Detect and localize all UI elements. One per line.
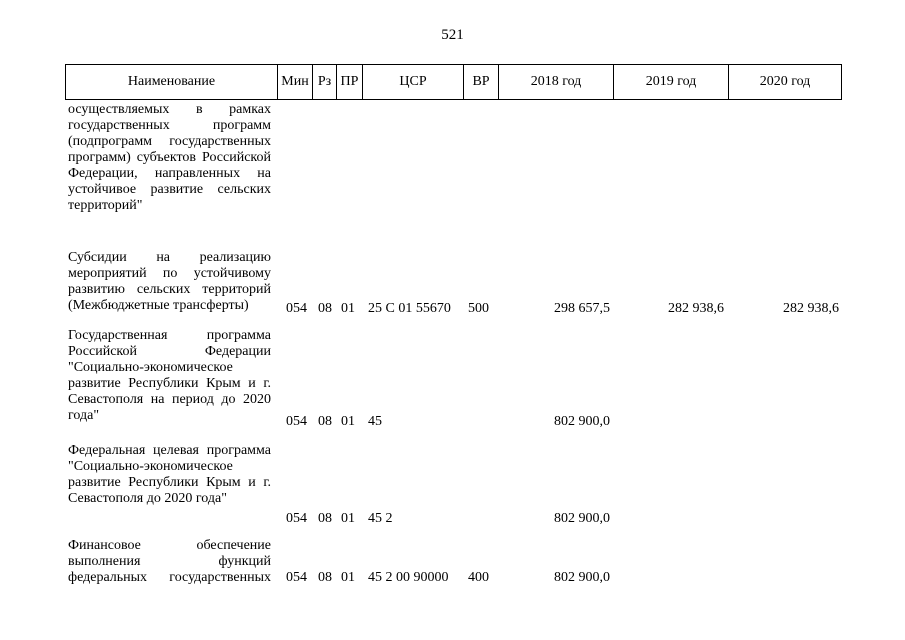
row-name: осуществляемых в рамках государственных программ (подпрограмм государственных программ) субъектов Российской Федерации, направленных на устойчивое развитие сельских территорий" bbox=[68, 102, 271, 213]
table-row bbox=[0, 443, 905, 527]
header-csr: ЦСР bbox=[362, 65, 463, 99]
row-min: 054 bbox=[286, 570, 307, 585]
header-rz: Рз bbox=[312, 65, 336, 99]
header-name: Наименование bbox=[127, 74, 216, 89]
row-name: Федеральная целевая программа "Социально-экономическое развитие Республики Крым и г. Севастополя до 2020 года" bbox=[68, 443, 271, 506]
header-pr: ПР bbox=[336, 65, 362, 99]
header-2018: 2018 год bbox=[498, 65, 613, 99]
row-csr: 45 2 00 90000 bbox=[368, 570, 449, 585]
row-pr: 01 bbox=[341, 570, 355, 585]
row-pr: 01 bbox=[341, 414, 355, 429]
row-2020: 282 938,6 bbox=[783, 301, 839, 316]
row-rz: 08 bbox=[318, 414, 332, 429]
table-row bbox=[0, 102, 905, 242]
table-row bbox=[0, 328, 905, 428]
row-min: 054 bbox=[286, 414, 307, 429]
row-pr: 01 bbox=[341, 511, 355, 526]
row-rz: 08 bbox=[318, 301, 332, 316]
row-pr: 01 bbox=[341, 301, 355, 316]
table-header bbox=[65, 64, 842, 100]
table-row bbox=[0, 538, 905, 590]
page-number: 521 bbox=[441, 27, 464, 43]
row-csr: 45 2 bbox=[368, 511, 393, 526]
row-rz: 08 bbox=[318, 570, 332, 585]
header-2020: 2020 год bbox=[728, 65, 841, 99]
row-2018: 802 900,0 bbox=[554, 511, 610, 526]
row-name: Государственная программа Российской Федерации "Социально-экономическое развитие Республики Крым и г. Севастополя на период до 2020 года" bbox=[68, 328, 271, 423]
row-csr: 45 bbox=[368, 414, 382, 429]
row-2018: 298 657,5 bbox=[554, 301, 610, 316]
header-vr: ВР bbox=[463, 65, 498, 99]
row-vr: 500 bbox=[468, 301, 489, 316]
row-csr: 25 С 01 55670 bbox=[368, 301, 451, 316]
row-2018: 802 900,0 bbox=[554, 570, 610, 585]
row-vr: 400 bbox=[468, 570, 489, 585]
header-min: Мин bbox=[277, 65, 312, 99]
row-name: Субсидии на реализацию мероприятий по устойчивому развитию сельских территорий (Межбюджетные трансферты) bbox=[68, 250, 271, 313]
row-2019: 282 938,6 bbox=[668, 301, 724, 316]
row-rz: 08 bbox=[318, 511, 332, 526]
row-min: 054 bbox=[286, 511, 307, 526]
table-row bbox=[0, 250, 905, 318]
row-2018: 802 900,0 bbox=[554, 414, 610, 429]
header-2019: 2019 год bbox=[613, 65, 728, 99]
row-min: 054 bbox=[286, 301, 307, 316]
row-name: Финансовое обеспечение выполнения функций федеральных государственных bbox=[68, 538, 271, 585]
